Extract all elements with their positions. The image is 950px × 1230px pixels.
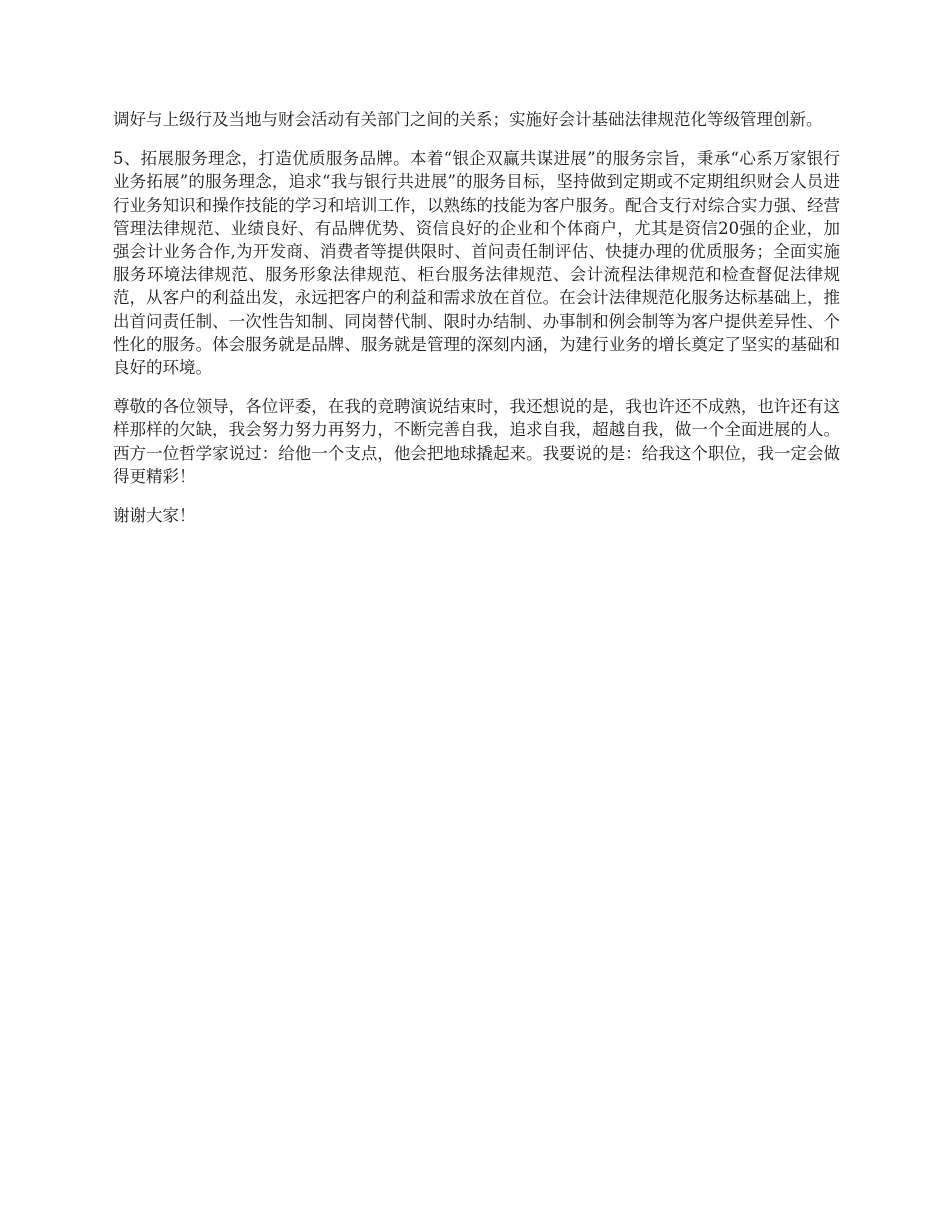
paragraph-service-concept: 5、拓展服务理念，打造优质服务品牌。本着“银企双赢共谋进展”的服务宗旨，秉承“心系万家银行业务拓展”的服务理念，追求“我与银行共进展”的服务目标，坚持做到定期或不定期组织财会人员进行业务知识和操作技能的学习和培训工作，以熟练的技能为客户服务。配合支行对综合实力强、经营管理法律规范、业绩良好、有品牌优势、资信良好的企业和个体商户，尤其是资信20强的企业，加强会计业务合作,为开发商、消费者等提供限时、首问责任制评估、快捷办理的优质服务；全面实施服务环境法律规范、服务形象法律规范、柜台服务法律规范、会计流程法律规范和检查督促法律规范，从客户的利益出发，永远把客户的利益和需求放在首位。在会计法律规范化服务达标基础上，推出首问责任制、一次性告知制、同岗替代制、限时办结制、办事制和例会制等为客户提供差异性、个性化的服务。体会服务就是品牌、服务就是管理的深刻内涵，为建行业务的增长奠定了坚实的基础和良好的环境。 <box>113 149 840 378</box>
paragraph-closing-remarks: 尊敬的各位领导，各位评委，在我的竞聘演说结束时，我还想说的是，我也许还不成熟，也许还有这样那样的欠缺，我会努力努力再努力，不断完善自我，追求自我，超越自我，做一个全面进展的人。西方一位哲学家说过：给他一个支点，他会把地球撬起来。我要说的是：给我这个职位，我一定会做得更精彩！ <box>113 397 840 486</box>
paragraph-continuation: 调好与上级行及当地与财会活动有关部门之间的关系；实施好会计基础法律规范化等级管理创新。 <box>113 110 823 129</box>
paragraph-thanks: 谢谢大家！ <box>113 506 196 526</box>
document-body <box>113 108 840 543</box>
